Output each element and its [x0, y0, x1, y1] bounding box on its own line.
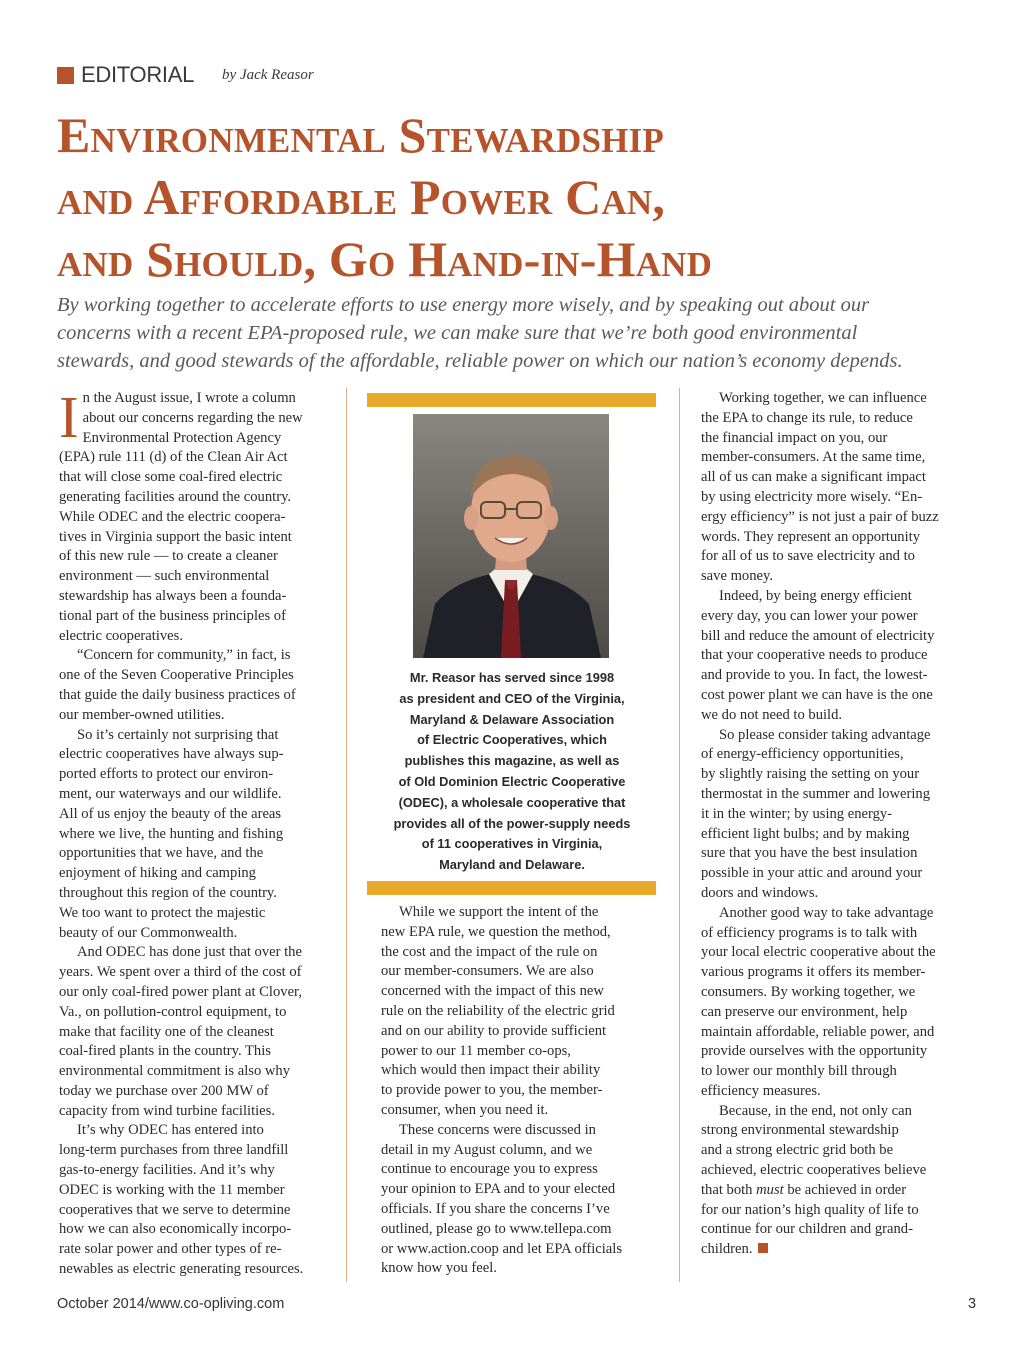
text-line: to provide power to you, the member- — [381, 1082, 603, 1099]
paragraph — [701, 1102, 961, 1122]
text-line: While we support the intent of the — [399, 904, 599, 920]
paragraph — [59, 1121, 327, 1141]
text-line: of energy-efficiency opportunities, — [701, 746, 904, 763]
text-line: efficiency measures. — [701, 1082, 821, 1099]
paragraph — [59, 646, 327, 666]
paragraph-cont — [701, 745, 961, 903]
emphasis-text: must — [756, 1181, 784, 1198]
text-line: sure that you have the best insulation — [701, 845, 918, 862]
text-line: of this new rule — to create a cleaner — [59, 548, 278, 565]
paragraph-cont — [381, 923, 643, 1121]
author-photo — [413, 414, 609, 658]
text-line: for all of us to save electricity and to — [701, 548, 915, 565]
text-line: We too want to protect the majestic — [59, 904, 266, 921]
paragraph — [381, 903, 643, 923]
text-line — [701, 1240, 961, 1260]
text-line: and on our ability to provide sufficient — [381, 1022, 607, 1039]
text-line: efficient light bulbs; and by making — [701, 825, 910, 842]
text-line: n the August issue, I wrote a column — [82, 390, 296, 406]
text-line: can preserve our environment, help — [701, 1003, 908, 1020]
text-line: ment, our waterways and our wildlife. — [59, 785, 282, 802]
text-line: various programs it offers its member- — [701, 964, 926, 981]
text-line: Environmental Protection Agency — [82, 429, 282, 446]
caption-line: as president and CEO of the Virginia, — [399, 690, 625, 706]
text-line: your opinion to EPA and to your elected — [381, 1181, 616, 1198]
caption-line: of Old Dominion Electric Cooperative — [398, 773, 626, 789]
caption-line: of Electric Cooperatives, which — [417, 732, 607, 748]
deck-subheadline — [57, 291, 977, 375]
text-line: where we live, the hunting and fishing — [59, 825, 284, 842]
text-line: or www.action.coop and let EPA officials — [381, 1240, 623, 1257]
text-line: electric cooperatives have always sup- — [59, 746, 284, 763]
text-line: thermostat in the summer and lowering — [701, 785, 930, 802]
text-line: And ODEC has done just that over the — [77, 944, 302, 961]
text-line: rule on the reliability of the electric grid — [381, 1002, 615, 1019]
text-fragment: children. — [701, 1241, 753, 1258]
page-number: 3 — [968, 1296, 977, 1312]
paragraph — [59, 943, 327, 963]
text-line: newables as electric generating resources. — [59, 1261, 304, 1278]
text-line: So it’s certainly not surprising that — [77, 726, 279, 743]
caption-line: Maryland & Delaware Association — [409, 711, 615, 727]
column-divider — [679, 388, 680, 1282]
paragraph-cont — [59, 1141, 327, 1280]
article-column-1 — [59, 384, 327, 1280]
headline-line: Environmental Stewardship — [57, 107, 664, 163]
photo-caption — [372, 668, 652, 876]
text-line: capacity from wind turbine facilities. — [59, 1102, 275, 1119]
paragraph-cont — [701, 607, 961, 726]
text-line: throughout this region of the country. — [59, 884, 277, 901]
text-line: All of us enjoy the beauty of the areas — [59, 805, 282, 822]
text-line: outlined, please go to www.tellepa.com — [381, 1220, 612, 1237]
text-line: environment — such environmental — [59, 568, 270, 585]
section-marker-icon — [57, 67, 74, 84]
text-line: bill and reduce the amount of electricity — [701, 627, 935, 644]
text-line: While ODEC and the electric coopera- — [59, 508, 286, 525]
text-line: know how you feel. — [381, 1260, 497, 1277]
text-line: achieved, electric cooperatives believe — [701, 1162, 927, 1179]
paragraph-cont — [59, 666, 327, 725]
text-line: maintain affordable, reliable power, and — [701, 1023, 935, 1040]
caption-bar-bottom — [367, 881, 656, 895]
text-line: that guide the daily business practices of — [59, 686, 296, 703]
text-fragment: that both — [701, 1181, 757, 1198]
text-line: we do not need to build. — [701, 706, 843, 723]
text-line: our member-owned utilities. — [59, 706, 225, 723]
text-line: consumer, when you need it. — [381, 1101, 549, 1118]
text-line: ergy efficiency” is not just a pair of buzz — [701, 508, 939, 525]
text-line: how we can also economically incorpo- — [59, 1221, 292, 1238]
text-line: by slightly raising the setting on your — [701, 766, 920, 783]
paragraph-cont — [59, 963, 327, 1121]
text-line: ported efforts to protect our environ- — [59, 766, 274, 783]
headline-line: and Affordable Power Can, — [57, 169, 666, 225]
text-line: member-consumers. At the same time, — [701, 449, 926, 466]
text-line: opportunities that we have, and the — [59, 845, 264, 862]
text-line: cost power plant we can have is the one — [701, 686, 933, 703]
text-line: enjoyment of hiking and camping — [59, 865, 256, 882]
text-line: your local electric cooperative about the — [701, 944, 936, 961]
paragraph — [59, 384, 327, 646]
text-line: the financial impact on you, our — [701, 429, 888, 446]
byline: by Jack Reasor — [222, 66, 314, 83]
paragraph — [701, 726, 961, 746]
text-line: doors and windows. — [701, 884, 819, 901]
text-line: It’s why ODEC has entered into — [77, 1122, 264, 1139]
text-line: coal-fired plants in the country. This — [59, 1043, 271, 1060]
text-line: that will close some coal-fired electric — [59, 469, 283, 486]
article-column-2 — [381, 903, 643, 1279]
text-line: cooperatives that we serve to determine — [59, 1201, 291, 1218]
text-line: tional part of the business principles of — [59, 607, 286, 624]
headline — [57, 104, 977, 290]
text-line: strong environmental stewardship — [701, 1122, 899, 1139]
end-mark-icon — [758, 1243, 768, 1253]
text-line: long-term purchases from three landfill — [59, 1142, 289, 1159]
text-line: concerned with the impact of this new — [381, 983, 604, 1000]
headline-line: and Should, Go Hand-in-Hand — [57, 231, 713, 287]
paragraph-cont — [701, 924, 961, 1102]
text-line: electric cooperatives. — [59, 627, 183, 644]
text-line: our member-consumers. We are also — [381, 963, 594, 980]
text-line: that your cooperative needs to produce — [701, 647, 928, 664]
text-line: and a strong electric grid both be — [701, 1142, 894, 1159]
footer-issue-url: October 2014/www.co-opliving.com — [57, 1296, 285, 1312]
text-line: make that facility one of the cleanest — [59, 1023, 274, 1040]
text-line: environmental commitment is also why — [59, 1063, 291, 1080]
paragraph-cont — [381, 1141, 643, 1280]
text-line: (EPA) rule 111 (d) of the Clean Air Act — [59, 449, 288, 466]
text-line: Because, in the end, not only can — [719, 1102, 912, 1119]
caption-line: publishes this magazine, as well as — [404, 753, 620, 769]
text-line: our only coal-fired power plant at Clover, — [59, 983, 302, 1000]
caption-line: of 11 cooperatives in Virginia, — [421, 836, 603, 852]
text-line: “Concern for community,” in fact, is — [77, 647, 291, 664]
caption-line: provides all of the power-supply needs — [393, 815, 631, 831]
article-column-3 — [701, 389, 961, 1260]
text-line: So please consider taking advantage — [719, 726, 931, 743]
text-line: Va., on pollution-control equipment, to — [59, 1003, 287, 1020]
text-line: which would then impact their ability — [381, 1062, 601, 1079]
text-line: it in the winter; by using energy- — [701, 805, 893, 822]
paragraph-cont — [701, 409, 961, 587]
text-line: of efficiency programs is to talk with — [701, 924, 918, 941]
text-line: Working together, we can influence — [719, 390, 927, 406]
text-line: possible in your attic and around your — [701, 865, 923, 882]
paragraph-cont — [59, 745, 327, 943]
caption-line: (ODEC), a wholesale cooperative that — [398, 794, 626, 810]
text-line: detail in my August column, and we — [381, 1141, 593, 1158]
text-line: stewardship has always been a founda- — [59, 587, 287, 604]
text-line: These concerns were discussed in — [399, 1121, 596, 1138]
text-line: consumers. By working together, we — [701, 983, 916, 1000]
text-line: generating facilities around the country. — [59, 488, 292, 505]
text-line: provide ourselves with the opportunity — [701, 1043, 928, 1060]
author-portrait-illustration — [413, 414, 609, 658]
text-line: today we purchase over 200 MW of — [59, 1082, 269, 1099]
text-fragment: be achieved in order — [783, 1181, 907, 1198]
paragraph — [701, 389, 961, 409]
drop-cap: I — [59, 384, 79, 450]
deck-line: stewards, and good stewards of the affordable, reliable power on which our nation’s economy depends. — [57, 350, 903, 372]
paragraph — [701, 904, 961, 924]
text-line: new EPA rule, we question the method, — [381, 923, 611, 940]
text-line: continue for our children and grand- — [701, 1221, 913, 1238]
text-line: ODEC is working with the 11 member — [59, 1181, 285, 1198]
text-line: all of us can make a significant impact — [701, 469, 926, 486]
text-line: about our concerns regarding the new — [82, 409, 303, 426]
text-line: continue to encourage you to express — [381, 1161, 598, 1178]
text-line: the cost and the impact of the rule on — [381, 943, 598, 960]
text-line: one of the Seven Cooperative Principles — [59, 667, 294, 684]
text-line: words. They represent an opportunity — [701, 528, 920, 545]
caption-bar-top — [367, 393, 656, 407]
text-line: tives in Virginia support the basic intent — [59, 528, 292, 545]
text-line — [701, 1181, 961, 1201]
text-line: to lower our monthly bill through — [701, 1063, 897, 1080]
text-line: save money. — [701, 568, 773, 585]
text-line: every day, you can lower your power — [701, 607, 918, 624]
text-line: Indeed, by being energy efficient — [719, 587, 912, 604]
paragraph — [381, 1121, 643, 1141]
paragraph-cont — [701, 1121, 961, 1260]
text-line: officials. If you share the concerns I’ve — [381, 1200, 610, 1217]
text-line: and provide to you. In fact, the lowest- — [701, 667, 928, 684]
text-line: Another good way to take advantage — [719, 904, 934, 921]
text-line: years. We spent over a third of the cost of — [59, 964, 302, 981]
text-line: by using electricity more wisely. “En- — [701, 488, 923, 505]
text-line: beauty of our Commonwealth. — [59, 924, 238, 941]
section-label: EDITORIAL — [81, 62, 195, 87]
column-divider — [346, 388, 347, 1282]
text-line: for our nation’s high quality of life to — [701, 1201, 919, 1218]
caption-line: Mr. Reasor has served since 1998 — [409, 670, 615, 685]
paragraph — [701, 587, 961, 607]
text-line: the EPA to change its rule, to reduce — [701, 409, 913, 426]
text-line: rate solar power and other types of re- — [59, 1241, 282, 1258]
section-header — [57, 62, 314, 88]
deck-line: By working together to accelerate efforts to use energy more wisely, and by speaking out about our — [57, 294, 870, 316]
deck-line: concerns with a recent EPA-proposed rule, we can make sure that we’re both good environmental — [57, 322, 858, 344]
text-line: power to our 11 member co-ops, — [381, 1042, 571, 1059]
paragraph — [59, 726, 327, 746]
text-line: gas-to-energy facilities. And it’s why — [59, 1162, 275, 1179]
caption-line: Maryland and Delaware. — [439, 857, 585, 873]
